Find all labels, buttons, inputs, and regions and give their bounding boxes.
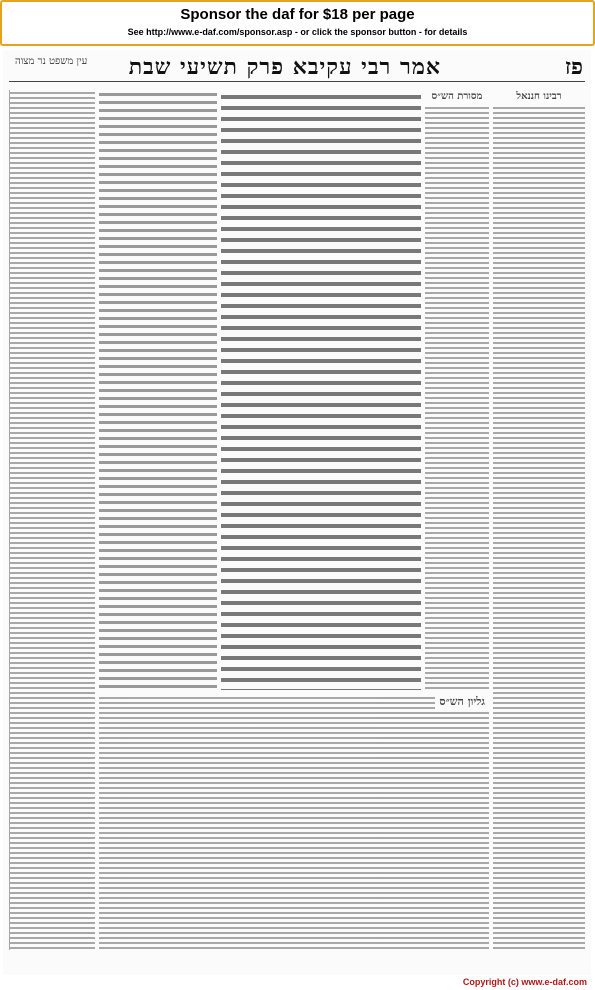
outer-commentary-column xyxy=(9,90,95,950)
chapter-title: אמר רבי עקיבא פרק תשיעי שבת xyxy=(128,54,441,80)
sponsor-subtitle[interactable]: See http://www.e-daf.com/sponsor.asp - or click the sponsor button - for details xyxy=(127,27,468,37)
page-headline xyxy=(3,54,591,82)
copyright-link[interactable]: Copyright (c) www.e-daf.com xyxy=(462,977,587,987)
reference-label: עין משפט נר מצוה xyxy=(15,56,88,67)
tosafot-bottom-block xyxy=(99,695,489,950)
headline-rule xyxy=(9,81,585,82)
sponsor-banner[interactable] xyxy=(0,0,595,46)
masoret-label: מסורת הש״ס xyxy=(425,90,489,104)
masoret-column xyxy=(425,90,489,690)
gilyon-label: גליון הש״ס xyxy=(435,695,489,709)
gemara-column xyxy=(221,90,421,690)
rabbeinu-chananel-column xyxy=(493,90,585,950)
sponsor-title[interactable]: Sponsor the daf for $18 per page xyxy=(180,6,415,23)
rabbeinu-chananel-label: רבינו חננאל xyxy=(493,90,585,104)
talmud-page xyxy=(3,50,591,975)
daf-number: פז xyxy=(564,54,583,80)
rashi-column xyxy=(99,90,217,690)
